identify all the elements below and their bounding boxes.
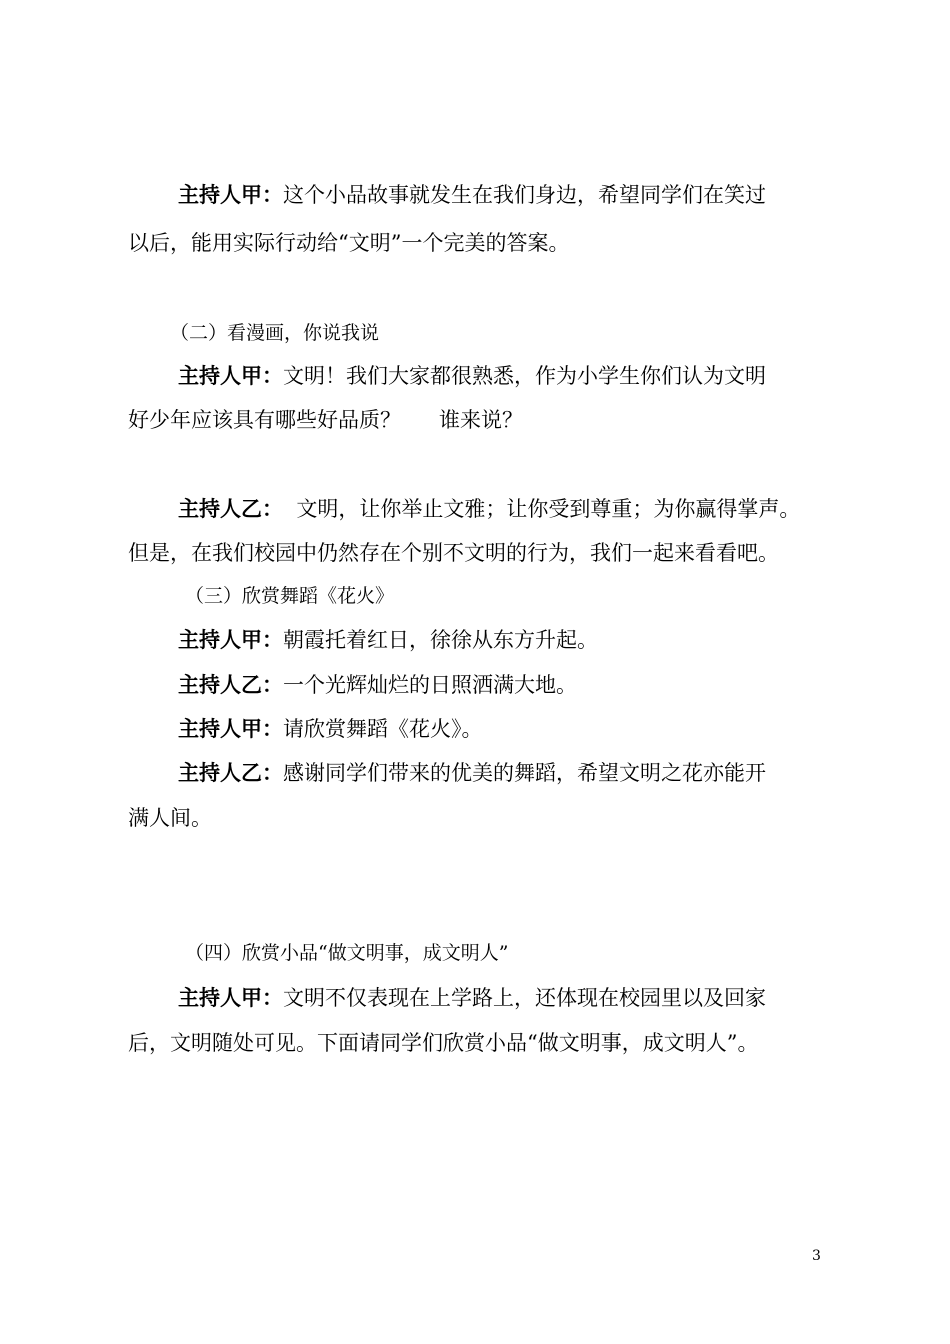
dialogue-line-continued: 满人间。: [128, 806, 212, 830]
dialogue-line: [178, 494, 800, 524]
dialogue-line: [178, 670, 577, 700]
section-heading: （二）看漫画，你说我说: [170, 322, 380, 344]
speaker-label: 主持人甲：: [178, 716, 283, 741]
speaker-label: 主持人乙：: [178, 672, 283, 697]
dialogue-text: 这个小品故事就发生在我们身边，希望同学们在笑过: [283, 183, 766, 207]
section-heading: （四）欣赏小品“做文明事，成文明人”: [185, 942, 509, 964]
speaker-label: 主持人甲：: [178, 182, 283, 207]
dialogue-text: 谁来说？: [439, 408, 523, 432]
dialogue-line: [178, 983, 766, 1013]
page-number: 3: [812, 1248, 821, 1264]
section-heading: （三）欣赏舞蹈《花火》: [185, 585, 395, 607]
dialogue-text: 请欣赏舞蹈《花火》。: [283, 717, 483, 741]
dialogue-line-continued: 以后，能用实际行动给“文明”一个完美的答案。: [128, 231, 570, 255]
dialogue-text: 文明！我们大家都很熟悉，作为小学生你们认为文明: [283, 364, 766, 388]
speaker-label: 主持人乙：: [178, 496, 283, 521]
dialogue-line: [178, 361, 766, 391]
dialogue-text: 好少年应该具有哪些好品质？: [128, 408, 401, 432]
dialogue-text: 文明不仅表现在上学路上，还体现在校园里以及回家: [283, 986, 766, 1010]
dialogue-line: [178, 714, 483, 744]
dialogue-line: [178, 625, 598, 655]
dialogue-line-continued: 后，文明随处可见。下面请同学们欣赏小品“做文明事，成文明人”。: [128, 1031, 759, 1055]
dialogue-text: 感谢同学们带来的优美的舞蹈，希望文明之花亦能开: [283, 761, 766, 785]
dialogue-line: [178, 758, 766, 788]
dialogue-text: 一个光辉灿烂的日照洒满大地。: [283, 673, 577, 697]
dialogue-line: [178, 180, 766, 210]
dialogue-text: 文明，让你举止文雅；让你受到尊重；为你赢得掌声。: [283, 497, 801, 521]
dialogue-line-continued: 但是，在我们校园中仍然存在个别不文明的行为，我们一起来看看吧。: [128, 541, 779, 565]
speaker-label: 主持人甲：: [178, 985, 283, 1010]
speaker-label: 主持人甲：: [178, 363, 283, 388]
speaker-label: 主持人乙：: [178, 760, 283, 785]
dialogue-text: 朝霞托着红日，徐徐从东方升起。: [283, 628, 598, 652]
dialogue-line-continued: [128, 405, 523, 435]
speaker-label: 主持人甲：: [178, 627, 283, 652]
